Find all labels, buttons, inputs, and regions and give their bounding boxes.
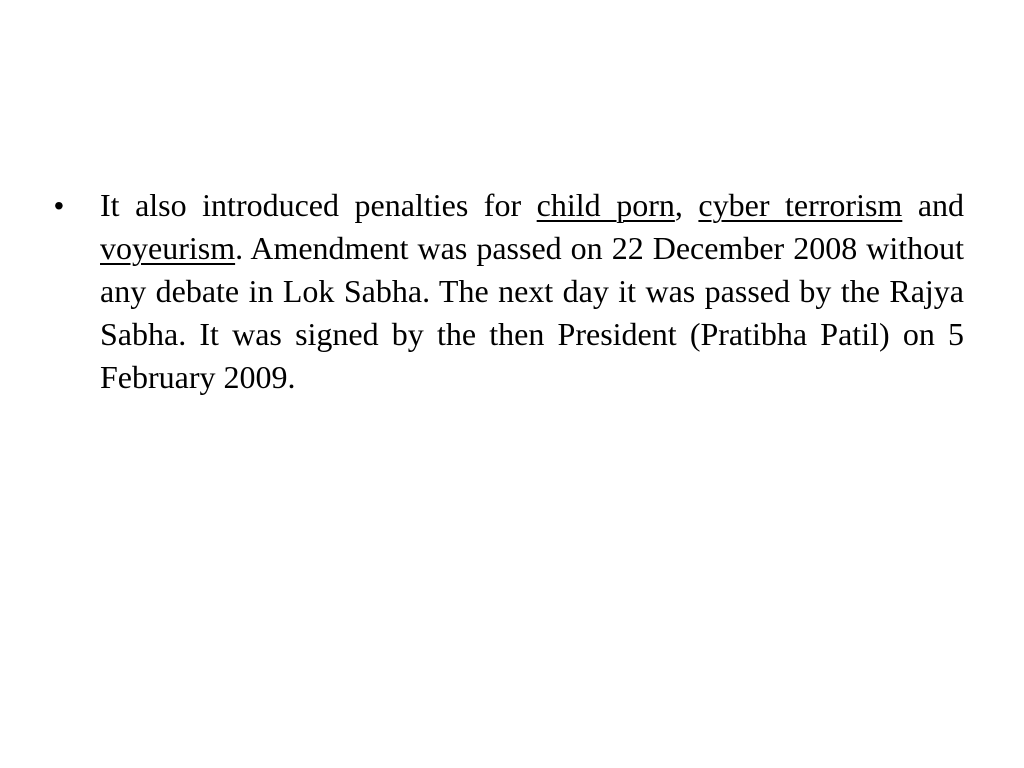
child-porn-link[interactable]: child porn [536,187,675,223]
text-segment: . Amendment was passed on 22 December 2008 without any debate in Lok Sabha. The next day it was passed by the Rajya Sabha. It was signed by the then President (Pratibha Patil) on 5 February 2009. [100,230,964,395]
bullet-list [54,184,964,399]
text-segment: and [902,187,965,223]
bullet-item [54,184,964,399]
cyber-terrorism-link[interactable]: cyber terrorism [698,187,903,223]
text-segment: , [674,187,699,223]
text-segment: It also introduced penalties for [100,187,537,223]
voyeurism-link[interactable]: voyeurism [100,230,236,266]
bullet-icon: • [54,190,64,221]
